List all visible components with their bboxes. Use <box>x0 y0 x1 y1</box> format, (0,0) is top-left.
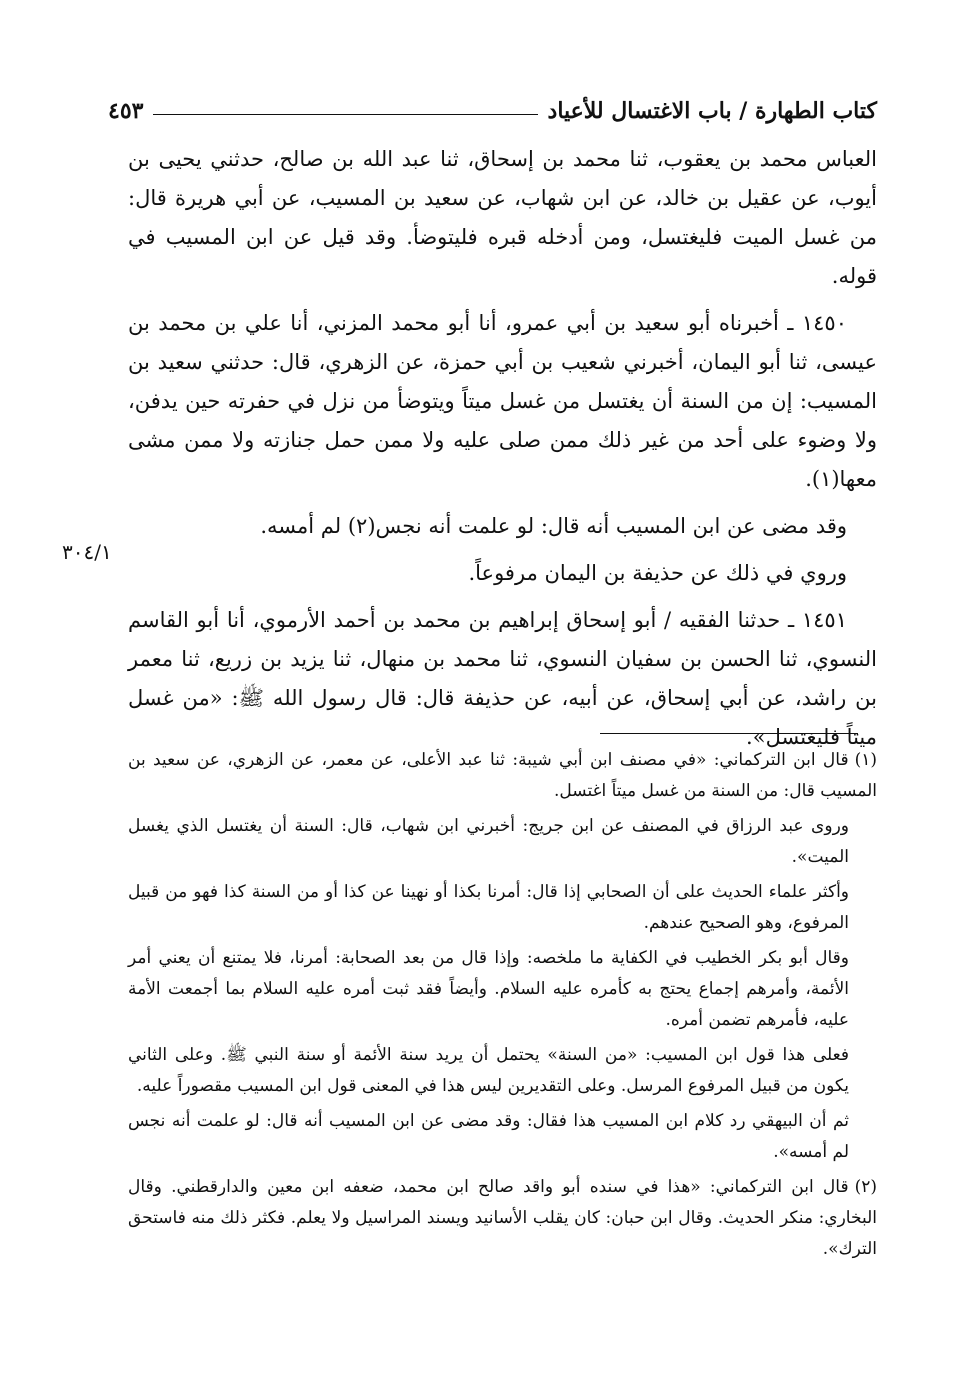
margin-reference: ٣٠٤/١ <box>62 540 112 564</box>
paragraph: العباس محمد بن يعقوب، ثنا محمد بن إسحاق، ثنا عبد الله بن صالح، حدثني يحيى بن أيوب، عن عقيل بن خالد، عن ابن شهاب، عن سعيد بن المسيب، عن أبي هريرة قال: من غسل الميت فليغتسل، ومن أدخله قبره فليتوضأ. وقد قيل عن ابن المسيب في قوله. <box>128 147 877 288</box>
page-number: ٤٥٣ <box>108 98 144 124</box>
paragraph: وقد مضى عن ابن المسيب أنه قال: لو علمت أنه نجس(٢) لم أمسه. <box>260 514 847 538</box>
footnotes <box>128 745 877 1269</box>
footnote-text: قال ابن التركماني: «في مصنف ابن أبي شيبة: ثنا عبد الأعلى، عن معمر، عن الزهري، عن سعيد بن المسيب قال: من السنة من غسل ميتاً اغتسل. <box>128 750 877 801</box>
footnote-paragraph: وروى عبد الرزاق في المصنف عن ابن جريج: أخبرني ابن شهاب، قال: السنة أن يغتسل الذي يغسل الميت». <box>128 816 849 867</box>
header-rule <box>153 114 537 115</box>
footnote-paragraph: وأكثر علماء الحديث على أن الصحابي إذا قال: أمرنا بكذا أو نهينا عن كذا أو من السنة كذا فهو من قبيل المرفوع، وهو الصحيح عندهم. <box>128 882 849 933</box>
chapter-title: كتاب الطهارة / باب الاغتسال للأعياد <box>547 98 877 124</box>
main-text <box>128 140 877 765</box>
footnote-paragraph: ثم أن البيهقي رد كلام ابن المسيب هذا فقال: وقد مضى عن ابن المسيب أنه قال: لو علمت أنه نجس لم أمسه». <box>128 1111 849 1162</box>
footnote-paragraph: وقال أبو بكر الخطيب في الكفاية ما ملخصه: وإذا قال من بعد الصحابة: أمرنا، فلا يمتنع أن يعني أمر الأئمة، وأمرهم إجماع يحتج به كأمره عليه السلام. وأيضاً فقد ثبت أمره عليه السلام بما أجمعت الأمة عليه، فأمرهم تضمن أمره. <box>128 948 849 1030</box>
footnote-2 <box>128 1172 877 1265</box>
footnote-paragraph: فعلى هذا قول ابن المسيب: «من السنة» يحتمل أن يريد سنة الأئمة أو سنة النبي ﷺ. وعلى الثاني يكون من قبيل المرفوع المرسل. وعلى التقديرين ليس هذا في المعنى قول ابن المسيب مقصوراً عليه. <box>128 1045 849 1096</box>
footnote-separator <box>600 733 858 734</box>
footnote-1 <box>128 745 877 807</box>
hadith-1451: ١٤٥١ ـ حدثنا الفقيه / أبو إسحاق إبراهيم بن محمد بن أحمد الأرموي، أنا أبو القاسم النسوي، ثنا الحسن بن سفيان النسوي، ثنا محمد بن منهال، ثنا يزيد بن زريع، ثنا معمر بن راشد، عن أبي إسحاق، عن أبيه، عن حذيفة قال: قال رسول الله ﷺ: «من غسل ميتاً فليغتسل». <box>128 608 877 749</box>
footnote-number: (١) <box>854 750 877 770</box>
running-header <box>108 84 877 124</box>
paragraph: وروي في ذلك عن حذيفة بن اليمان مرفوعاً. <box>468 561 847 585</box>
footnote-text: قال ابن التركماني: «هذا في سنده أبو واقد صالح ابن محمد، ضعفه ابن معين والدارقطني. وقال البخاري: منكر الحديث. وقال ابن حبان: كان يقلب الأسانيد ويسند المراسيل ولا يعلم. فكثر ذلك منه فاستحق الترك». <box>128 1177 877 1259</box>
hadith-1450: ١٤٥٠ ـ أخبرناه أبو سعيد بن أبي عمرو، أنا أبو محمد المزني، أنا علي بن محمد بن عيسى، ثنا أبو اليمان، أخبرني شعيب بن أبي حمزة، عن الزهري، قال: حدثني سعيد بن المسيب: إن من السنة أن يغتسل من غسل ميتاً ويتوضأ من نزل في حفرته حين يدفن، ولا وضوء على أحد من غير ذلك ممن صلى عليه ولا ممن حمل جنازته ولا ممن مشى معها(١). <box>128 311 877 491</box>
footnote-number: (٢) <box>854 1177 877 1197</box>
